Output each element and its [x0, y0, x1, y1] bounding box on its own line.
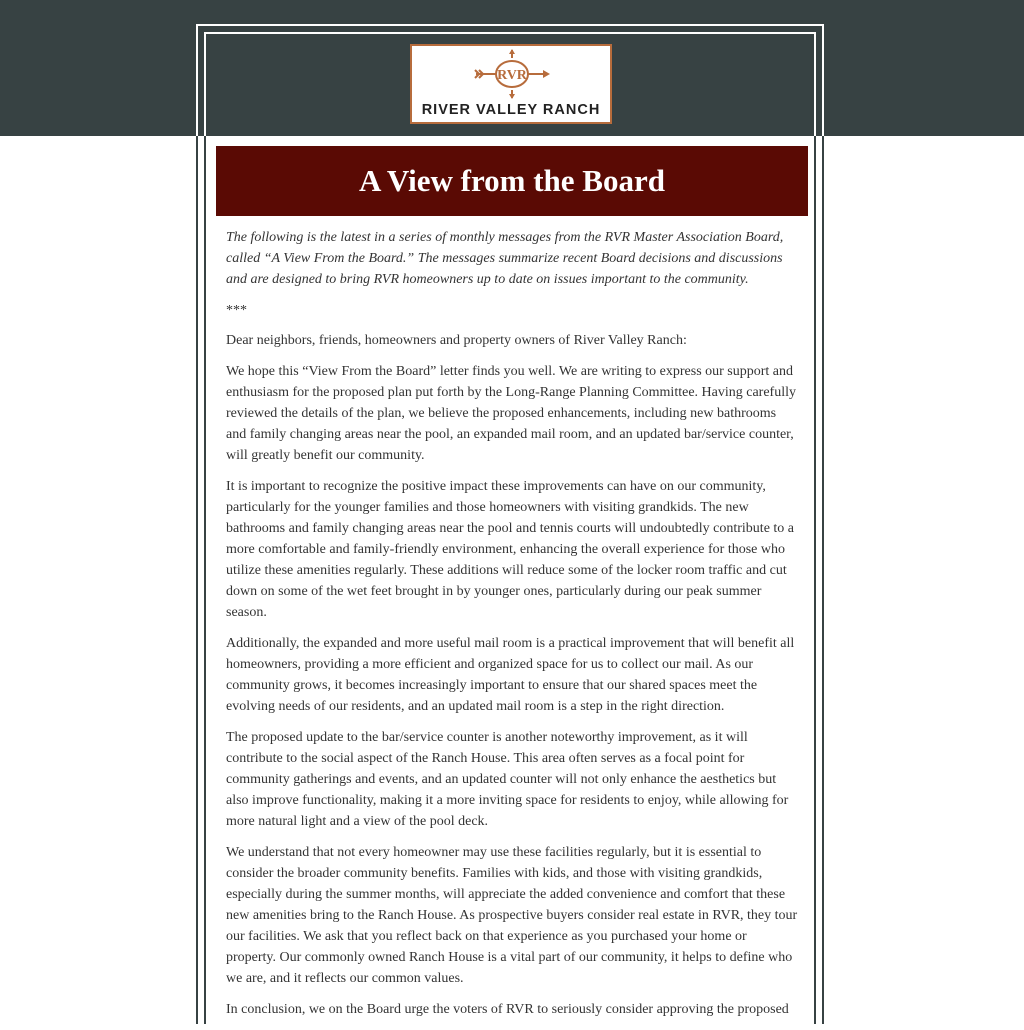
body-paragraph: The proposed update to the bar/service counter is another noteworthy improvement, as it will contribute to the social aspect of the Ranch House. This area often serves as a focal point for community gatherings and events, and an updated counter will not only enhance the aesthetics but also improve functionality, making it a more inviting space for residents to enjoy, while allowing for more natural light and a view of the pool deck.: [226, 730, 789, 829]
logo-name: RIVER VALLEY RANCH: [421, 102, 601, 118]
logo-monogram: RVR: [497, 68, 527, 83]
ranch-brand-icon: [472, 48, 552, 100]
separator: ***: [226, 303, 247, 318]
body-paragraph: We understand that not every homeowner may use these facilities regularly, but it is essential to consider the broader community benefits. Families with kids, and those with visiting grandkids, especially during the summer months, will appreciate the added convenience and comfort that these new amenities bring to the Ranch House. As prospective buyers consider real estate in RVR, they tour our facilities. We ask that you reflect back on that experience as you purchased your home or property. Our commonly owned Ranch House is a vital part of our community, it helps to define who we are, and it reflects our common values.: [226, 845, 798, 986]
page-title: A View from the Board: [359, 163, 665, 198]
body-paragraph: Additionally, the expanded and more useful mail room is a practical improvement that will benefit all homeowners, providing a more efficient and organized space for us to collect our mail. As our community grows, it becomes increasingly important to ensure that our shared spaces meet the evolving needs of our residents, and an updated mail room is a step in the right direction.: [226, 636, 795, 714]
body-paragraph: It is important to recognize the positive impact these improvements can have on our community, particularly for the younger families and those homeowners with visiting grandkids. The new bathrooms and family changing areas near the pool and tennis courts will undoubtedly contribute to a more comfortable and family-friendly environment, enhancing the overall experience for those who utilize these amenities regularly. These additions will reduce some of the locker room traffic and cut down on some of the wet feet brought in by younger ones, particularly during our peak summer season.: [226, 479, 795, 620]
logo[interactable]: [410, 44, 612, 124]
article-body: [226, 227, 798, 1030]
title-banner: [216, 146, 808, 216]
body-paragraph: In conclusion, we on the Board urge the voters of RVR to seriously consider approving the proposed: [226, 1002, 789, 1017]
intro-paragraph: The following is the latest in a series of monthly messages from the RVR Master Association Board, called “A View From the Board.” The messages summarize recent Board decisions and discussions and are designed to bring RVR homeowners up to date on issues important to the community.: [226, 230, 784, 287]
greeting: Dear neighbors, friends, homeowners and property owners of River Valley Ranch:: [226, 333, 687, 348]
body-paragraph: We hope this “View From the Board” letter finds you well. We are writing to express our support and enthusiasm for the proposed plan put forth by the Long-Range Planning Committee. Having carefully reviewed the details of the plan, we believe the proposed enhancements, including new bathrooms and family changing areas near the pool, an expanded mail room, and an updated bar/service counter, will greatly benefit our community.: [226, 364, 796, 463]
